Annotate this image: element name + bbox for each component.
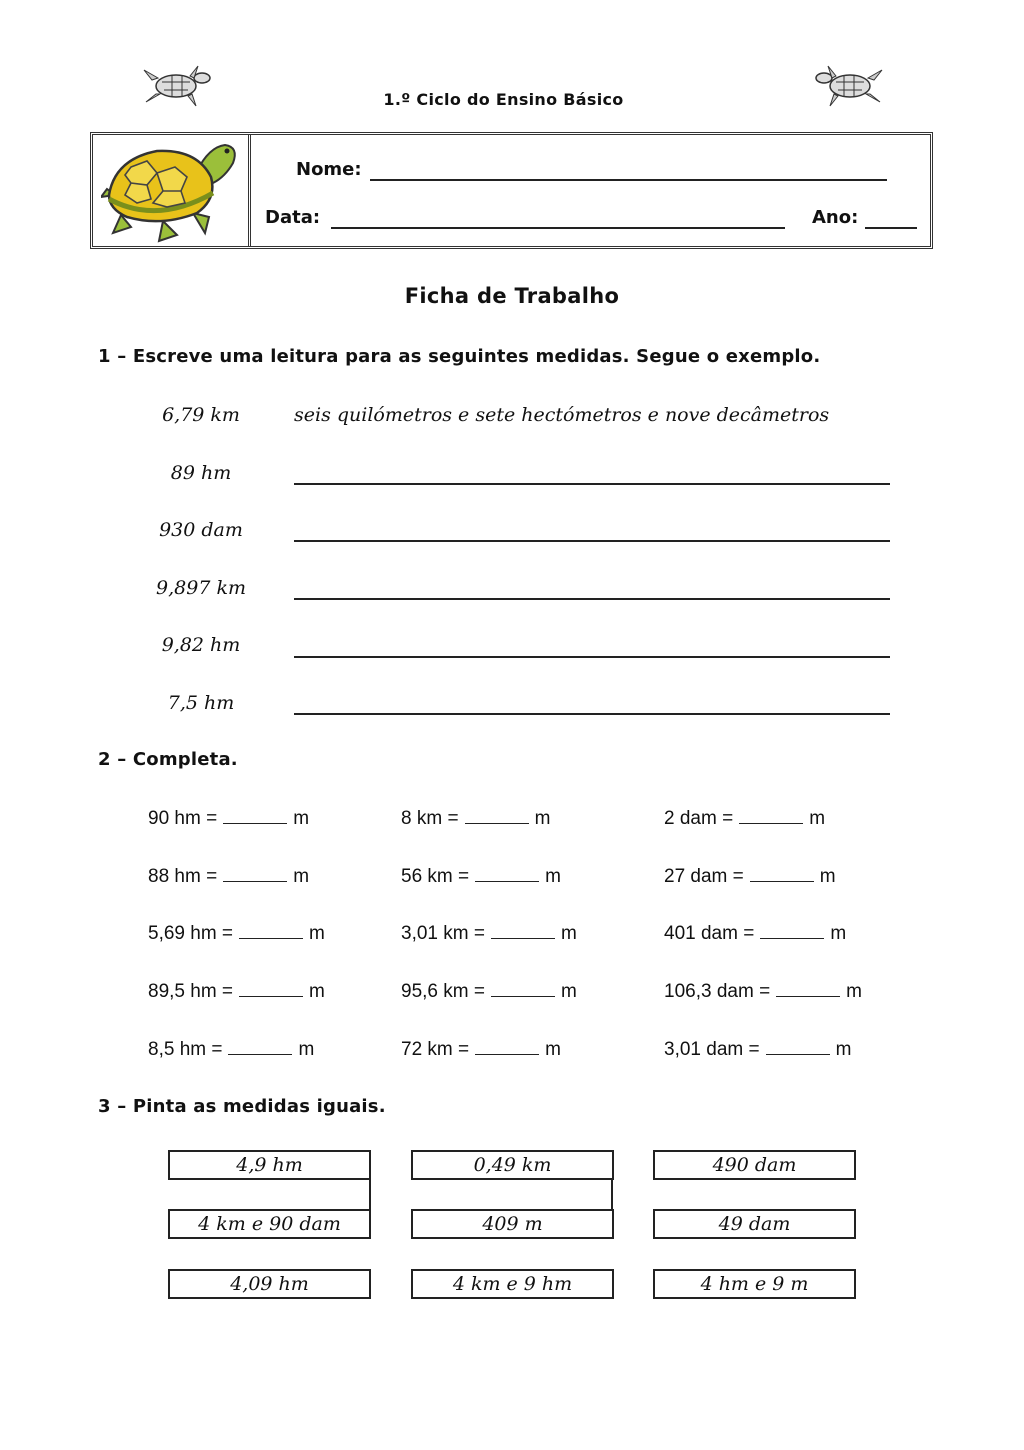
measure-box[interactable]: 4 km e 9 hm: [411, 1269, 614, 1299]
conversion-expression: 8,5 hm =: [148, 1039, 223, 1060]
conversion-item: [664, 865, 836, 888]
conversion-item: [401, 865, 561, 888]
conversion-blank[interactable]: [223, 865, 287, 882]
conversion-blank[interactable]: [739, 807, 803, 824]
unit-label: m: [309, 981, 325, 1002]
conversion-item: [401, 1038, 561, 1061]
measure-item: 7,5 hm: [167, 692, 235, 714]
unit-label: m: [293, 808, 310, 829]
conversion-expression: 2 dam =: [664, 808, 734, 829]
date-line[interactable]: [331, 227, 785, 229]
measure-box[interactable]: 4,9 hm: [168, 1150, 371, 1180]
example-measure: 6,79 km: [162, 404, 240, 426]
conversion-item: [148, 865, 309, 888]
conversion-item: [148, 980, 325, 1003]
conversion-expression: 106,3 dam =: [664, 981, 771, 1002]
conversion-expression: 56 km =: [401, 866, 470, 887]
answer-line[interactable]: [294, 713, 890, 715]
unit-label: m: [819, 866, 836, 887]
answer-line[interactable]: [294, 540, 890, 542]
conversion-item: [401, 807, 550, 830]
unit-label: m: [293, 866, 310, 887]
unit-label: m: [809, 808, 826, 829]
unit-label: m: [835, 1039, 852, 1060]
conversion-blank[interactable]: [475, 865, 539, 882]
unit-label: m: [560, 981, 577, 1002]
name-label: Nome:: [296, 159, 362, 180]
student-info-box: [90, 132, 933, 249]
measure-box[interactable]: 4 hm e 9 m: [653, 1269, 856, 1299]
measure-box[interactable]: 4,09 hm: [168, 1269, 371, 1299]
year-label: Ano:: [812, 207, 859, 228]
measure-box[interactable]: 409 m: [411, 1209, 614, 1239]
unit-label: m: [560, 923, 577, 944]
conversion-item: [664, 807, 825, 830]
conversion-blank[interactable]: [491, 922, 555, 939]
conversion-expression: 90 hm =: [148, 808, 218, 829]
conversion-item: [148, 807, 309, 830]
conversion-expression: 8 km =: [401, 808, 459, 829]
measure-item: 89 hm: [170, 462, 232, 484]
unit-label: m: [309, 923, 325, 944]
measure-box[interactable]: 0,49 km: [411, 1150, 614, 1180]
unit-label: m: [846, 981, 862, 1002]
answer-line[interactable]: [294, 598, 890, 600]
conversion-item: [401, 980, 577, 1003]
measure-box[interactable]: 4 km e 90 dam: [168, 1209, 371, 1239]
conversion-expression: 72 km =: [401, 1039, 470, 1060]
conversion-blank[interactable]: [750, 865, 814, 882]
answer-line[interactable]: [294, 656, 890, 658]
conversion-item: [664, 1038, 851, 1061]
conversion-expression: 3,01 km =: [401, 923, 485, 944]
conversion-blank[interactable]: [228, 1038, 292, 1055]
question-2-prompt: 2 – Completa.: [98, 749, 238, 770]
conversion-blank[interactable]: [239, 980, 303, 997]
conversion-blank[interactable]: [766, 1038, 830, 1055]
conversion-item: [148, 922, 325, 945]
header-divider: [248, 135, 251, 246]
date-label: Data:: [265, 207, 321, 228]
box-connector: [369, 1178, 371, 1211]
conversion-expression: 27 dam =: [664, 866, 744, 887]
example-answer: seis quilómetros e sete hectómetros e nove decâmetros: [294, 404, 830, 426]
conversion-expression: 89,5 hm =: [148, 981, 234, 1002]
question-1-prompt: 1 – Escreve uma leitura para as seguintes medidas. Segue o exemplo.: [98, 346, 821, 367]
conversion-expression: 88 hm =: [148, 866, 218, 887]
conversion-expression: 95,6 km =: [401, 981, 485, 1002]
measure-item: 9,897 km: [156, 577, 246, 599]
conversion-blank[interactable]: [223, 807, 287, 824]
conversion-blank[interactable]: [475, 1038, 539, 1055]
conversion-item: [148, 1038, 314, 1061]
name-line[interactable]: [370, 179, 887, 181]
measure-box[interactable]: 490 dam: [653, 1150, 856, 1180]
unit-label: m: [545, 1039, 561, 1060]
turtle-illustration: [101, 137, 241, 245]
unit-label: m: [534, 808, 551, 829]
conversion-item: [664, 980, 862, 1003]
conversion-expression: 5,69 hm =: [148, 923, 234, 944]
conversion-item: [664, 922, 846, 945]
measure-item: 9,82 hm: [161, 634, 241, 656]
year-line[interactable]: [865, 227, 917, 229]
unit-label: m: [830, 923, 847, 944]
conversion-blank[interactable]: [776, 980, 840, 997]
school-level: 1.º Ciclo do Ensino Básico: [383, 90, 624, 109]
conversion-blank[interactable]: [465, 807, 529, 824]
box-connector: [611, 1178, 613, 1211]
answer-line[interactable]: [294, 483, 890, 485]
conversion-blank[interactable]: [760, 922, 824, 939]
measure-item: 930 dam: [159, 519, 243, 541]
worksheet-title: Ficha de Trabalho: [404, 284, 620, 308]
conversion-expression: 401 dam =: [664, 923, 755, 944]
question-3-prompt: 3 – Pinta as medidas iguais.: [98, 1096, 386, 1117]
measure-box[interactable]: 49 dam: [653, 1209, 856, 1239]
conversion-blank[interactable]: [491, 980, 555, 997]
conversion-item: [401, 922, 577, 945]
unit-label: m: [298, 1039, 315, 1060]
conversion-expression: 3,01 dam =: [664, 1039, 760, 1060]
unit-label: m: [545, 866, 561, 887]
conversion-blank[interactable]: [239, 922, 303, 939]
